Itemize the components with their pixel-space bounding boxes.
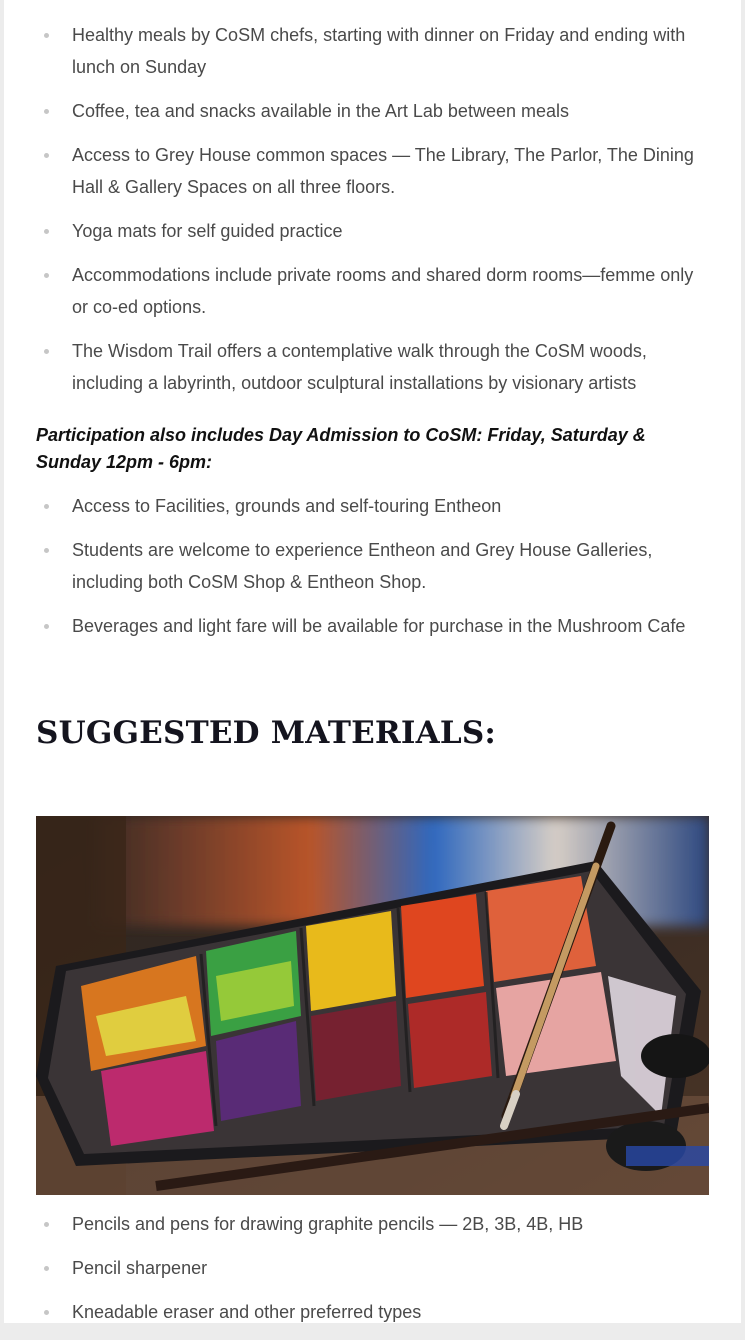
- page: [4, 0, 741, 1323]
- participation-list: [36, 490, 709, 642]
- list-item: Pencils and pens for drawing graphite pencils — 2B, 3B, 4B, HB: [36, 1208, 709, 1240]
- watercolor-palette-photo: [36, 816, 709, 1195]
- palette-illustration: [36, 816, 709, 1195]
- list-item: Pencil sharpener: [36, 1252, 709, 1284]
- included-list: [36, 19, 709, 399]
- list-item: Coffee, tea and snacks available in the Art Lab between meals: [36, 95, 709, 127]
- list-item: Access to Grey House common spaces — The Library, The Parlor, The Dining Hall & Gallery Spaces on all three floors.: [36, 139, 709, 203]
- list-item: The Wisdom Trail offers a contemplative walk through the CoSM woods, including a labyrinth, outdoor sculptural installations by visionary artists: [36, 335, 709, 399]
- participation-list-wrap: [36, 490, 709, 654]
- list-item: Accommodations include private rooms and shared dorm rooms—femme only or co-ed options.: [36, 259, 709, 323]
- included-section: [36, 19, 709, 411]
- materials-list: [36, 1208, 709, 1328]
- list-item: Yoga mats for self guided practice: [36, 215, 709, 247]
- list-item: Kneadable eraser and other preferred types: [36, 1296, 709, 1328]
- materials-heading-wrap: [36, 715, 709, 751]
- section-heading: SUGGESTED MATERIALS:: [36, 715, 497, 751]
- list-item: Students are welcome to experience Entheon and Grey House Galleries, including both CoSM Shop & Entheon Shop.: [36, 534, 709, 598]
- materials-section: [36, 1208, 709, 1340]
- list-item: Access to Facilities, grounds and self-touring Entheon: [36, 490, 709, 522]
- list-item: Beverages and light fare will be available for purchase in the Mushroom Cafe: [36, 610, 709, 642]
- participation-note: Participation also includes Day Admission to CoSM: Friday, Saturday & Sunday 12pm - 6pm:: [36, 425, 646, 472]
- list-item: Healthy meals by CoSM chefs, starting with dinner on Friday and ending with lunch on Sunday: [36, 19, 709, 83]
- participation-section: [36, 422, 709, 476]
